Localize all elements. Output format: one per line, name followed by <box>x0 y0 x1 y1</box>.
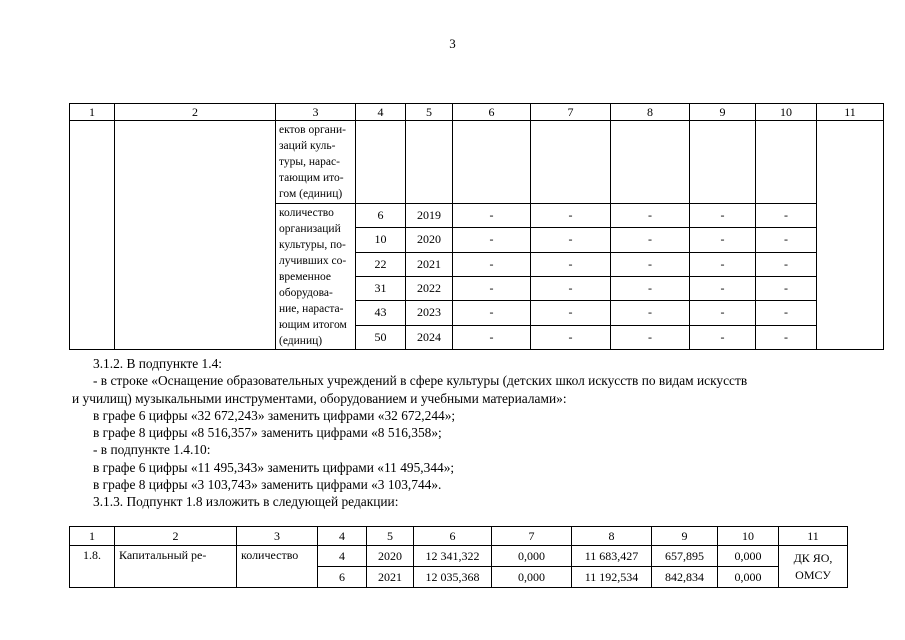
paragraph: - в строке «Оснащение образовательных учреждений в сфере культуры (детских школ искусств по видам искусств <box>93 373 748 389</box>
value-cell: 0,000 <box>492 567 572 588</box>
empty-cell <box>356 121 406 204</box>
value-cell: - <box>531 325 611 349</box>
value-cell: - <box>690 228 756 252</box>
indicator-line: ние, нараста- <box>279 303 344 315</box>
header-cell: 11 <box>779 527 848 546</box>
item-name-cell: Капитальный ре- <box>115 546 237 588</box>
value-cell: - <box>690 204 756 228</box>
paragraph: 3.1.2. В подпункте 1.4: <box>93 356 223 371</box>
value-cell: - <box>453 325 531 349</box>
quantity-cell: 6 <box>318 567 367 588</box>
table-header-row <box>70 104 884 121</box>
item-number-cell <box>70 121 115 350</box>
new-item-table <box>69 526 848 588</box>
value-cell: 12 035,368 <box>414 567 492 588</box>
value-cell: - <box>453 301 531 325</box>
continued-table <box>69 103 884 350</box>
empty-cell <box>406 121 453 204</box>
value-cell: - <box>611 252 690 276</box>
executor-line: ОМСУ <box>795 567 831 582</box>
value-cell: 11 192,534 <box>572 567 652 588</box>
paragraph: в графе 6 цифры «32 672,243» заменить цифрами «32 672,244»; <box>93 407 456 423</box>
paragraph: 3.1.3. Подпункт 1.8 изложить в следующей редакции: <box>93 494 399 510</box>
header-cell: 7 <box>492 527 572 546</box>
indicator-line: количество <box>279 207 334 219</box>
executor-cell <box>779 546 848 588</box>
header-cell: 9 <box>652 527 718 546</box>
header-cell: 6 <box>453 104 531 121</box>
value-cell: - <box>756 301 817 325</box>
value-cell: - <box>531 276 611 300</box>
empty-cell <box>611 121 690 204</box>
header-cell: 4 <box>318 527 367 546</box>
value-cell: - <box>690 301 756 325</box>
value-cell: - <box>611 228 690 252</box>
indicator-line: тающим ито- <box>279 172 344 184</box>
page-number: 3 <box>449 36 456 51</box>
quantity-cell: 6 <box>356 204 406 228</box>
header-cell: 2 <box>115 527 237 546</box>
indicator-line: гом (единиц) <box>279 188 343 200</box>
value-cell: - <box>611 276 690 300</box>
value-cell: - <box>690 325 756 349</box>
empty-cell <box>756 121 817 204</box>
header-cell: 6 <box>414 527 492 546</box>
quantity-cell: 10 <box>356 228 406 252</box>
value-cell: - <box>611 204 690 228</box>
paragraph: в графе 8 цифры «8 516,357» заменить цифрами «8 516,358»; <box>93 425 442 441</box>
year-cell: 2024 <box>406 325 453 349</box>
value-cell: 842,834 <box>652 567 718 588</box>
header-cell: 5 <box>367 527 414 546</box>
quantity-cell: 50 <box>356 325 406 349</box>
empty-cell <box>531 121 611 204</box>
indicator-line: организаций <box>279 223 341 235</box>
header-cell: 1 <box>70 104 115 121</box>
quantity-cell: 43 <box>356 301 406 325</box>
year-cell: 2021 <box>367 567 414 588</box>
executor-line: ДК ЯО, <box>793 550 833 565</box>
value-cell: - <box>611 301 690 325</box>
header-cell: 1 <box>70 527 115 546</box>
indicator-line: оборудова- <box>279 287 333 299</box>
value-cell: 0,000 <box>492 546 572 567</box>
header-cell: 4 <box>356 104 406 121</box>
header-cell: 5 <box>406 104 453 121</box>
indicator-line: заций куль- <box>279 140 336 152</box>
value-cell: 12 341,322 <box>414 546 492 567</box>
paragraph: и училищ) музыкальными инструментами, оборудованием и учебными материалами»: <box>72 390 567 406</box>
value-cell: - <box>756 325 817 349</box>
value-cell: - <box>531 228 611 252</box>
header-cell: 7 <box>531 104 611 121</box>
year-cell: 2019 <box>406 204 453 228</box>
value-cell: - <box>611 325 690 349</box>
value-cell: 0,000 <box>718 546 779 567</box>
header-cell: 3 <box>276 104 356 121</box>
indicator-line: ектов органи- <box>279 124 346 136</box>
indicator-cell <box>276 204 356 350</box>
value-cell: 11 683,427 <box>572 546 652 567</box>
value-cell: - <box>690 252 756 276</box>
header-cell: 10 <box>718 527 779 546</box>
header-cell: 9 <box>690 104 756 121</box>
indicator-line: культуры, по- <box>279 239 346 251</box>
indicator-line: ющим итогом <box>279 319 347 331</box>
table-header-row <box>70 527 848 546</box>
value-cell: - <box>756 228 817 252</box>
year-cell: 2021 <box>406 252 453 276</box>
value-cell: - <box>531 204 611 228</box>
quantity-cell: 4 <box>318 546 367 567</box>
indicator-cell: количество <box>237 546 318 588</box>
table-row <box>70 121 884 204</box>
indicator-line: временное <box>279 271 331 283</box>
header-cell: 10 <box>756 104 817 121</box>
indicator-line: лучивших со- <box>279 255 347 267</box>
value-cell: 0,000 <box>718 567 779 588</box>
value-cell: - <box>453 252 531 276</box>
value-cell: - <box>756 276 817 300</box>
paragraph: - в подпункте 1.4.10: <box>93 442 211 458</box>
value-cell: - <box>756 204 817 228</box>
value-cell: - <box>453 228 531 252</box>
value-cell: - <box>453 204 531 228</box>
body-text <box>72 355 853 511</box>
header-cell: 8 <box>572 527 652 546</box>
value-cell: - <box>531 301 611 325</box>
header-cell: 3 <box>237 527 318 546</box>
value-cell: - <box>690 276 756 300</box>
indicator-continued-cell <box>276 121 356 204</box>
table-row <box>70 546 848 567</box>
value-cell: - <box>531 252 611 276</box>
value-cell: - <box>756 252 817 276</box>
header-cell: 2 <box>115 104 276 121</box>
year-cell: 2022 <box>406 276 453 300</box>
item-name-cell <box>115 121 276 350</box>
indicator-line: туры, нарас- <box>279 156 340 168</box>
header-cell: 8 <box>611 104 690 121</box>
value-cell: - <box>453 276 531 300</box>
paragraph: в графе 8 цифры «3 103,743» заменить цифрами «3 103,744». <box>93 477 442 493</box>
quantity-cell: 22 <box>356 252 406 276</box>
empty-cell <box>690 121 756 204</box>
year-cell: 2020 <box>367 546 414 567</box>
paragraph: в графе 6 цифры «11 495,343» заменить цифрами «11 495,344»; <box>93 459 455 475</box>
quantity-cell: 31 <box>356 276 406 300</box>
indicator-line: (единиц) <box>279 335 323 347</box>
year-cell: 2020 <box>406 228 453 252</box>
year-cell: 2023 <box>406 301 453 325</box>
header-cell: 11 <box>817 104 884 121</box>
empty-cell <box>453 121 531 204</box>
item-number-cell: 1.8. <box>70 546 115 588</box>
value-cell: 657,895 <box>652 546 718 567</box>
executor-cell <box>817 121 884 350</box>
